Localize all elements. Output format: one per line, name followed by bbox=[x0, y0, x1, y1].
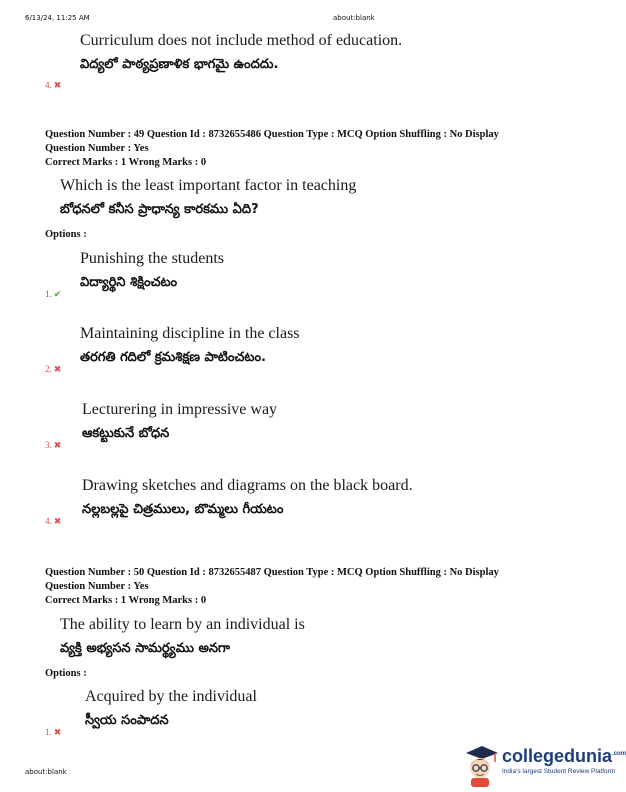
logo-tagline: India's largest Student Review Platform bbox=[502, 768, 616, 775]
question-49-meta-line3: Correct Marks : 1 Wrong Marks : 0 bbox=[45, 157, 207, 168]
q50-option-1-te: స్వీయ సంపాదన bbox=[85, 713, 169, 728]
prev-option-4-number bbox=[45, 80, 61, 91]
q49-option-2-te: తరగతి గదిలో క్రమశిక్షణ పాటించటం. bbox=[80, 350, 266, 365]
collegedunia-logo bbox=[460, 744, 626, 788]
q49-option-4-te: నల్లబల్లపై చిత్రములు, బొమ్మలు గీయటం bbox=[82, 502, 284, 517]
q49-option-2-en: Maintaining discipline in the class bbox=[80, 325, 300, 342]
prev-option-4-te: విద్యలో పాఠ్యప్రణాళిక భాగమై ఉందదు. bbox=[80, 57, 279, 72]
q49-option-3-en: Lecturering in impressive way bbox=[82, 401, 278, 418]
question-49-text-en: Which is the least important factor in teaching bbox=[60, 177, 357, 194]
q49-option-1-en: Punishing the students bbox=[80, 250, 225, 267]
print-footer-url: about:blank bbox=[25, 768, 67, 776]
q50-option-1-en: Acquired by the individual bbox=[85, 688, 257, 705]
q50-option-1-number bbox=[45, 727, 61, 738]
question-50-meta-line2: Question Number : Yes bbox=[45, 581, 149, 592]
option-number: 1. bbox=[45, 289, 52, 299]
wrong-mark-icon: ✖ bbox=[53, 440, 62, 450]
print-timestamp: 6/13/24, 11:25 AM bbox=[25, 14, 90, 22]
prev-option-4-en: Curriculum does not include method of education. bbox=[80, 32, 403, 49]
question-49-text-te: బోధనలో కనీస ప్రాధాన్య కారకము ఏది? bbox=[60, 202, 259, 217]
q49-option-3-number bbox=[45, 440, 61, 451]
question-50-meta bbox=[45, 566, 499, 608]
q49-option-2-number bbox=[45, 364, 61, 375]
q49-option-1-number bbox=[45, 289, 61, 300]
option-number: 1. bbox=[45, 727, 52, 737]
graduate-mascot-icon bbox=[460, 744, 500, 788]
question-49-meta-line2: Question Number : Yes bbox=[45, 143, 149, 154]
question-50-text-te: వ్యక్తి అభ్యసన సామర్థ్యము అనగా bbox=[60, 641, 230, 656]
question-50-meta-line1: Question Number : 50 Question Id : 8732655487 Question Type : MCQ Option Shuffling : No Display bbox=[45, 567, 499, 578]
wrong-mark-icon: ✖ bbox=[53, 727, 62, 737]
wrong-mark-icon: ✖ bbox=[53, 516, 62, 526]
q49-option-3-te: ఆకట్టుకునే బోధన bbox=[82, 426, 170, 441]
q49-option-4-number bbox=[45, 516, 61, 527]
option-number: 3. bbox=[45, 440, 52, 450]
print-url: about:blank bbox=[333, 14, 375, 22]
q49-option-4-en: Drawing sketches and diagrams on the black board. bbox=[82, 477, 413, 494]
question-50-text-en: The ability to learn by an individual is bbox=[60, 616, 305, 633]
question-49-meta-line1: Question Number : 49 Question Id : 8732655486 Question Type : MCQ Option Shuffling : No Display bbox=[45, 129, 499, 140]
wrong-mark-icon: ✖ bbox=[53, 364, 62, 374]
q49-option-1-te: విద్యార్థిని శిక్షించటం bbox=[80, 275, 178, 290]
correct-check-icon: ✔ bbox=[53, 289, 62, 299]
option-number: 4. bbox=[45, 516, 52, 526]
question-50-meta-line3: Correct Marks : 1 Wrong Marks : 0 bbox=[45, 595, 207, 606]
option-number: 4. bbox=[45, 80, 52, 90]
question-49-meta bbox=[45, 128, 499, 170]
question-50-options-label: Options : bbox=[45, 668, 87, 679]
question-49-options-label: Options : bbox=[45, 229, 87, 240]
option-number: 2. bbox=[45, 364, 52, 374]
wrong-mark-icon: ✖ bbox=[53, 80, 62, 90]
logo-wordmark: collegedunia$^{.com}$ bbox=[502, 746, 626, 766]
